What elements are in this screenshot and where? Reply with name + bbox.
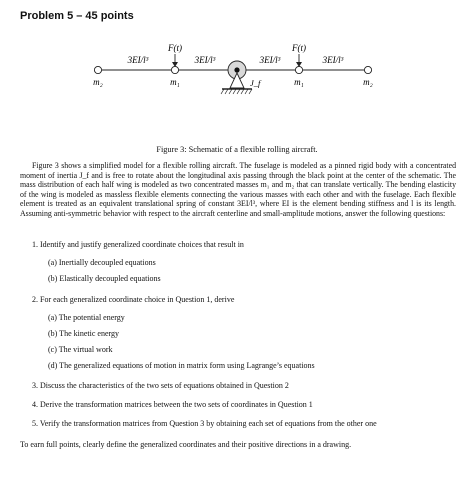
mass-node-m1-right: [295, 66, 302, 73]
question-1b: (b) Elastically decoupled equations: [48, 274, 161, 283]
aircraft-schematic: [0, 30, 474, 142]
question-1: 1. Identify and justify generalized coordinate choices that result in: [32, 240, 244, 249]
question-1a: (a) Inertially decoupled equations: [48, 258, 156, 267]
question-4: 4. Derive the transformation matrices between the two sets of coordinates in Question 1: [32, 400, 313, 409]
inertia-label: J_f: [250, 78, 261, 88]
spring-label-1: 3EI/l³: [127, 55, 149, 65]
force-label-right: F(t): [292, 43, 306, 53]
problem-title: Problem 5 – 45 points: [20, 10, 134, 22]
force-arrowhead-left: [172, 62, 178, 67]
mass-label-m1-right: m₁: [294, 77, 304, 87]
question-2: 2. For each generalized coordinate choice in Question 1, derive: [32, 295, 235, 304]
pivot-point: [234, 67, 239, 72]
mass-node-m2-left: [94, 66, 101, 73]
mass-label-m2-left: m₂: [93, 77, 103, 87]
mass-label-m2-right: m₂: [363, 77, 373, 87]
mass-node-m2-right: [364, 66, 371, 73]
question-2c: (c) The virtual work: [48, 345, 113, 354]
spring-label-2: 3EI/l³: [194, 55, 216, 65]
question-2d: (d) The generalized equations of motion in matrix form using Lagrange’s equations: [48, 361, 315, 370]
question-2a: (a) The potential energy: [48, 313, 125, 322]
question-5: 5. Verify the transformation matrices from Question 3 by obtaining each set of equations from the other one: [32, 419, 377, 428]
mass-node-m1-left: [171, 66, 178, 73]
question-3: 3. Discuss the characteristics of the two sets of equations obtained in Question 2: [32, 381, 289, 390]
force-label-left: F(t): [168, 43, 182, 53]
problem-description: [20, 161, 456, 218]
spring-label-4: 3EI/l³: [322, 55, 344, 65]
mass-label-m1-left: m₁: [170, 77, 180, 87]
problem-description-text: Figure 3 shows a simplified model for a flexible rolling aircraft. The fuselage is modeled as a pinned rigid body with a concentrated moment of inertia J_f and is free to rotate about the longitudinal axis passing through the black point at the center of the schematic. The mass distribution of each half wing is modeled as two concentrated masses m₁ and m₂ that can translate vertically. The bending elasticity of the wing is modeled as massless flexible elements connecting the various masses with each other and with the fuselage. Each flexible element is treated as an equivalent translational spring of constant 3EI/l³, where EI is the element bending stiffness and l is its length. Assuming anti-symmetric behavior with respect to the aircraft centerline and small-amplitude motions, answer the following questions:: [20, 161, 456, 218]
question-2b: (b) The kinetic energy: [48, 329, 120, 338]
force-arrowhead-right: [296, 62, 302, 67]
grading-note: To earn full points, clearly define the generalized coordinates and their positive directions in a drawing.: [20, 440, 352, 449]
spring-label-3: 3EI/l³: [259, 55, 281, 65]
figure-caption: Figure 3: Schematic of a flexible rolling aircraft.: [156, 145, 318, 154]
